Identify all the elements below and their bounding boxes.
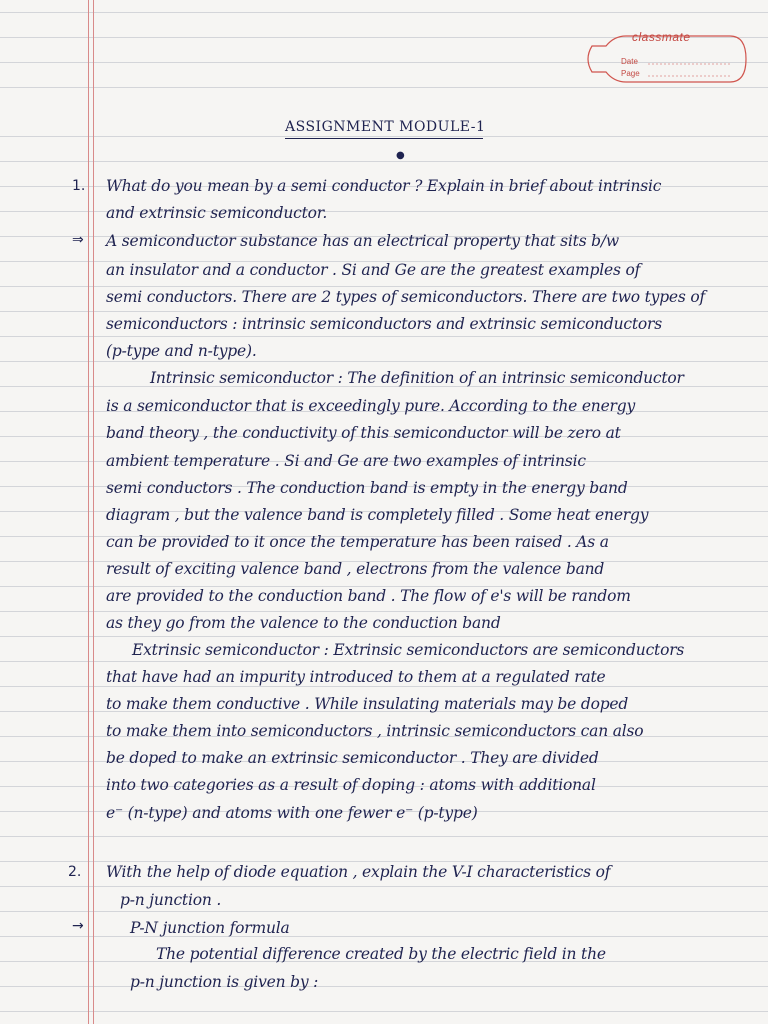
text-line: Intrinsic semiconductor : The definition of an intrinsic semiconductor — [150, 369, 684, 387]
text-line: an insulator and a conductor . Si and Ge are the greatest examples of — [106, 261, 641, 279]
ink-dot: ● — [396, 150, 405, 161]
text-line: ambient temperature . Si and Ge are two examples of intrinsic — [106, 452, 586, 470]
answer-2-arrow: → — [72, 918, 84, 934]
stamp-page-label: Page — [621, 69, 640, 78]
text-line: p-n junction is given by : — [130, 973, 319, 991]
text-line: The potential difference created by the electric field in the — [156, 945, 606, 963]
text-line: are provided to the conduction band . The flow of e's will be random — [106, 587, 631, 605]
text-line: as they go from the valence to the conduction band — [106, 614, 501, 632]
stamp-date-label: Date — [621, 57, 638, 66]
text-line: semi conductors. There are 2 types of semiconductors. There are two types of — [106, 288, 706, 306]
text-line: Extrinsic semiconductor : Extrinsic semiconductors are semiconductors — [132, 641, 685, 659]
classmate-brand: classmate — [632, 30, 691, 44]
margin-line-left — [88, 0, 89, 1024]
text-line: and extrinsic semiconductor. — [106, 204, 328, 222]
text-line: to make them conductive . While insulating materials may be doped — [106, 695, 629, 713]
text-line: e⁻ (n-type) and atoms with one fewer e⁻ (p-type) — [106, 804, 478, 822]
text-line: p-n junction . — [120, 891, 222, 909]
text-line: is a semiconductor that is exceedingly pure. According to the energy — [106, 397, 636, 415]
answer-1-arrow: ⇒ — [72, 232, 84, 248]
text-line: be doped to make an extrinsic semiconductor . They are divided — [106, 749, 599, 767]
text-line: into two categories as a result of doping : atoms with additional — [106, 776, 596, 794]
text-line: P-N junction formula — [130, 919, 290, 937]
text-line: to make them into semiconductors , intrinsic semiconductors can also — [106, 722, 644, 740]
text-line: With the help of diode equation , explain the V-I characteristics of — [106, 863, 611, 881]
text-line: A semiconductor substance has an electrical property that sits b/w — [106, 232, 619, 250]
text-line: What do you mean by a semi conductor ? Explain in brief about intrinsic — [106, 177, 662, 195]
text-line: semiconductors : intrinsic semiconductors and extrinsic semiconductors — [106, 315, 662, 333]
heading-underline — [285, 138, 483, 139]
text-line: can be provided to it once the temperature has been raised . As a — [106, 533, 609, 551]
text-line: diagram , but the valence band is completely filled . Some heat energy — [106, 506, 649, 524]
text-line: that have had an impurity introduced to them at a regulated rate — [106, 668, 606, 686]
question-2-number: 2. — [68, 864, 82, 880]
text-line: result of exciting valence band , electrons from the valence band — [106, 560, 605, 578]
text-line: semi conductors . The conduction band is empty in the energy band — [106, 479, 628, 497]
page-heading: ASSIGNMENT MODULE-1 — [285, 119, 486, 135]
text-line: (p-type and n-type). — [106, 342, 257, 360]
margin-line-right — [93, 0, 94, 1024]
text-line: band theory , the conductivity of this semiconductor will be zero at — [106, 424, 621, 442]
question-1-number: 1. — [72, 178, 86, 194]
